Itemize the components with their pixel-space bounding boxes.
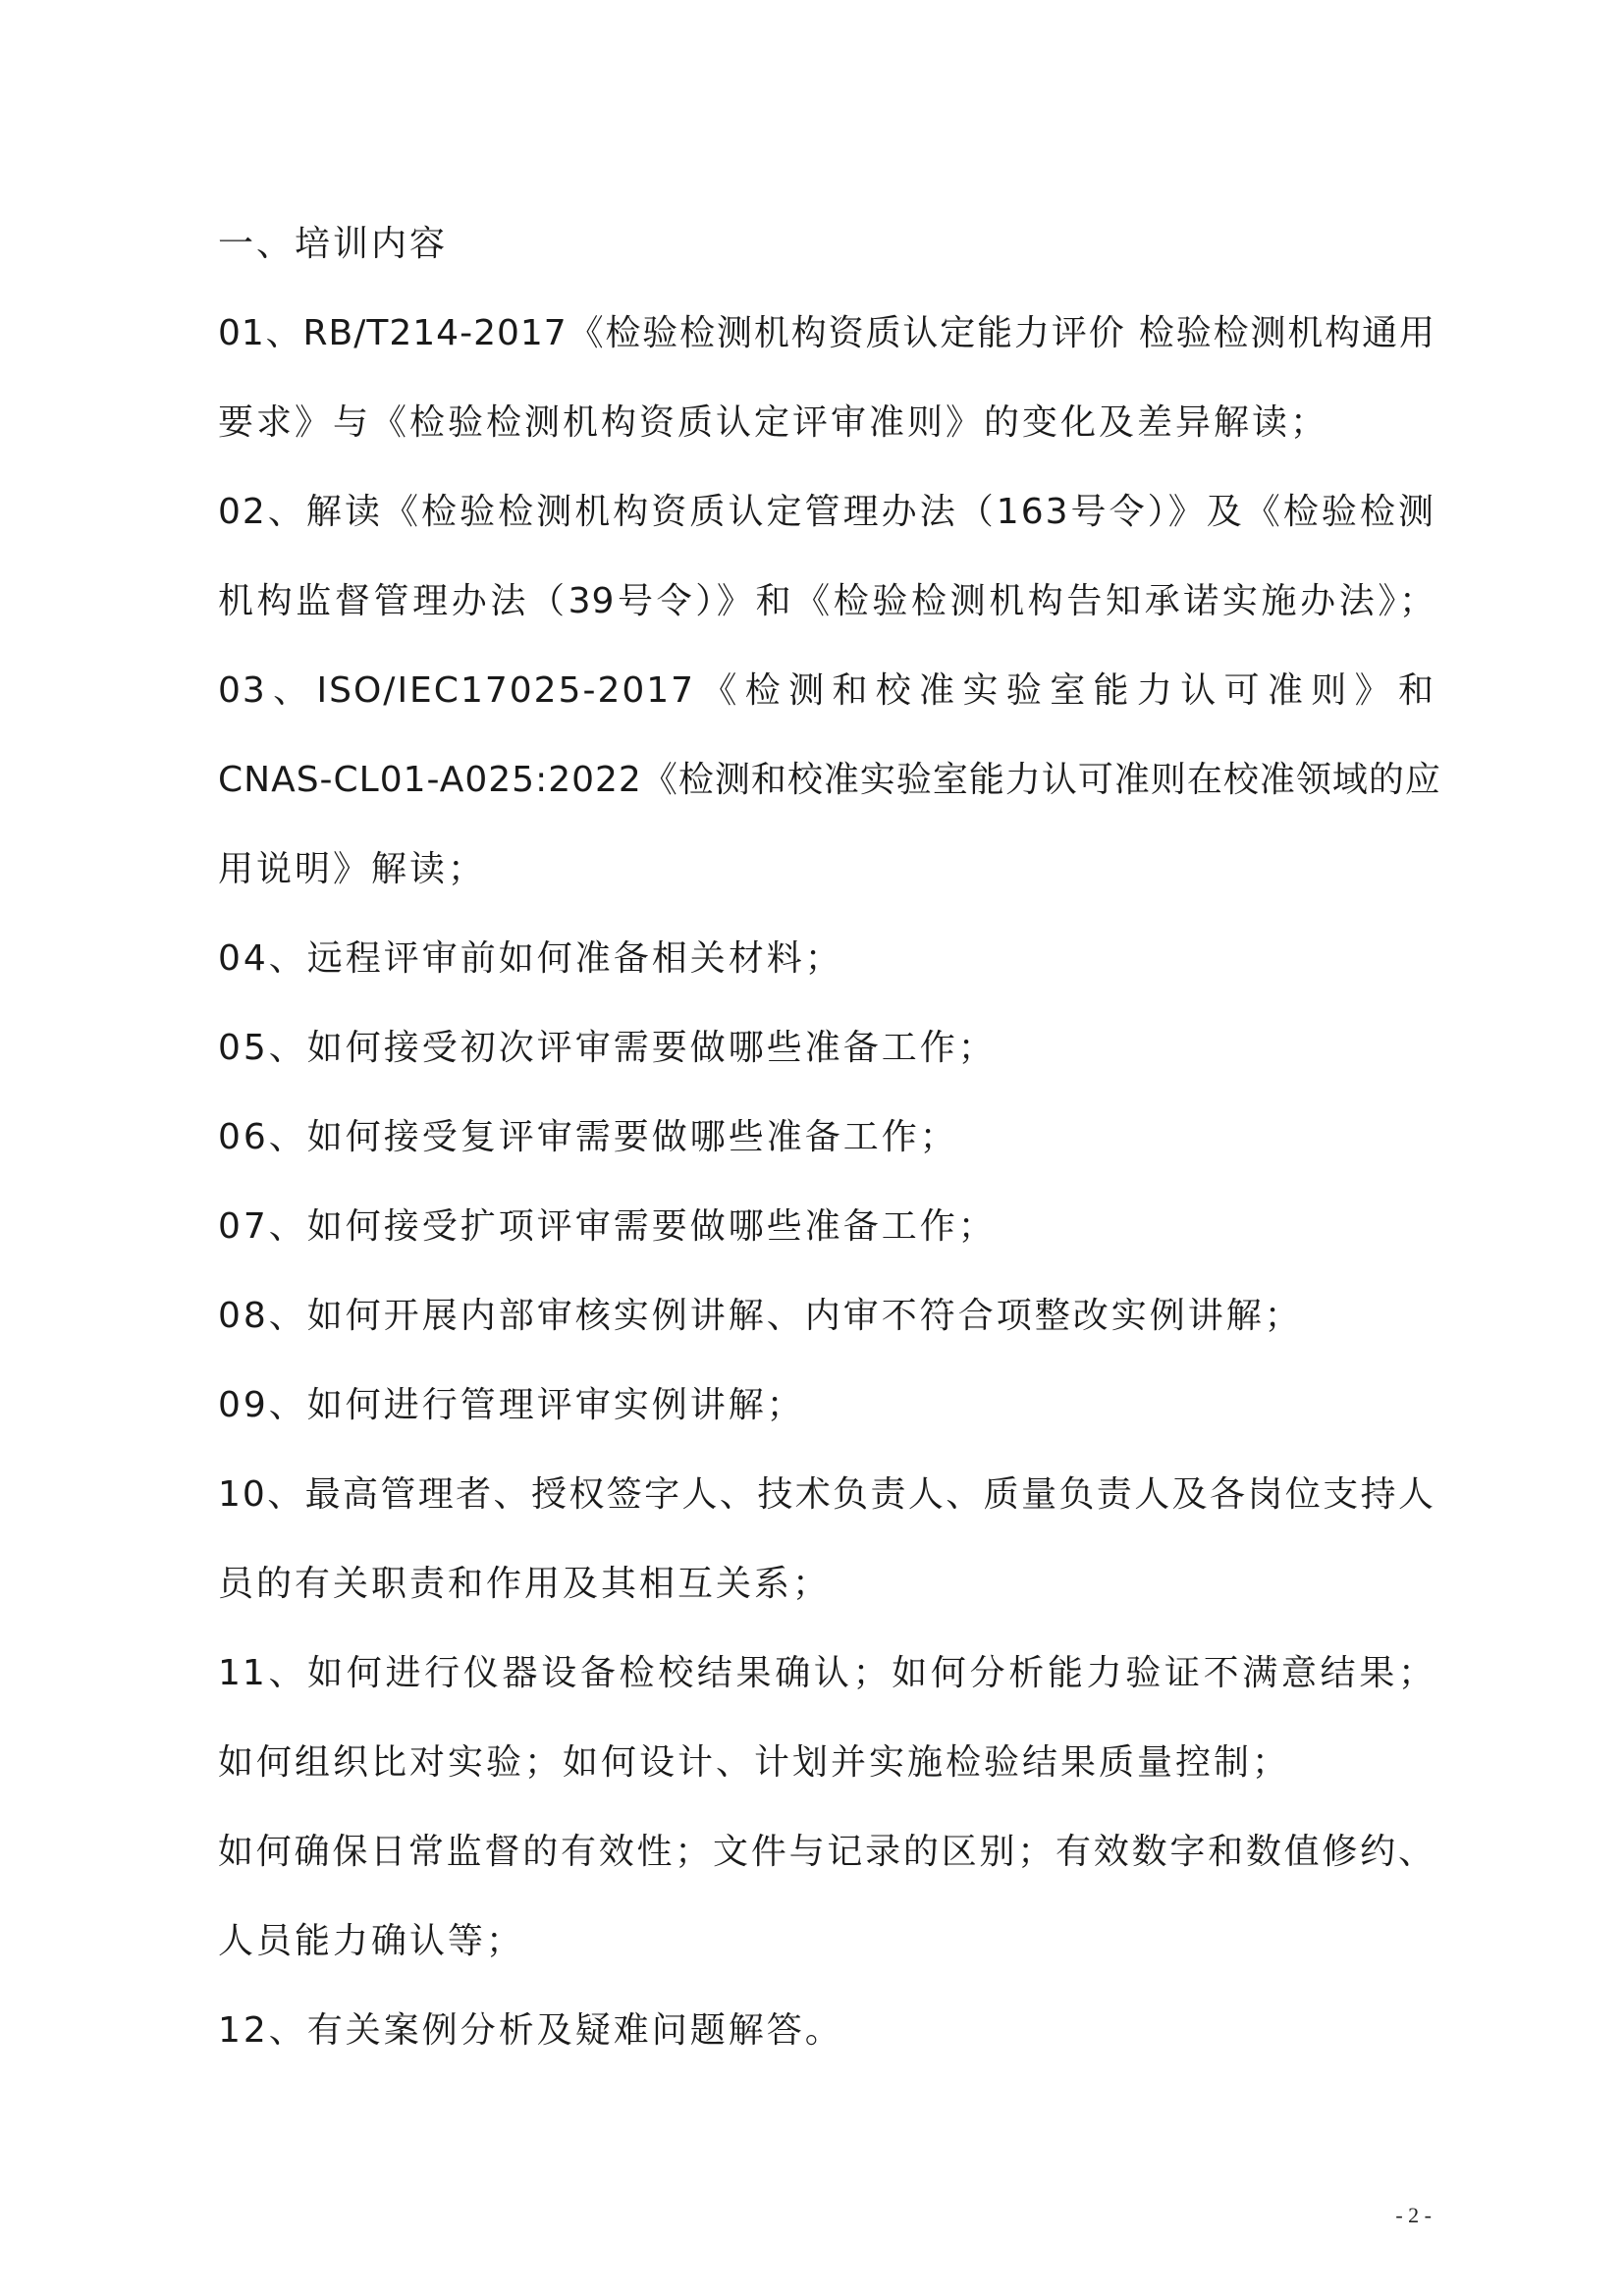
item-03-line-3: 用说明》解读； [218,849,487,889]
section-heading: 一、培训内容 [218,224,449,264]
document-body [218,208,1441,2084]
item-03-line-2: CNAS-CL01-A025:2022《检测和校准实验室能力认可准则在校准领域的应 [218,760,1441,800]
item-03-line-1: 03、ISO/IEC17025-2017《检测和校准实验室能力认可准则》和 [218,670,1435,711]
item-08: 08、如何开展内部审核实例讲解、内审不符合项整改实例讲解； [218,1296,1303,1336]
item-06: 06、如何接受复评审需要做哪些准备工作； [218,1117,958,1157]
item-05: 05、如何接受初次评审需要做哪些准备工作； [218,1028,997,1068]
item-11-line-3: 如何确保日常监督的有效性；文件与记录的区别；有效数字和数值修约、 [218,1832,1435,1872]
item-11-line-2: 如何组织比对实验；如何设计、计划并实施检验结果质量控制； [218,1742,1291,1783]
item-10-line-2: 员的有关职责和作用及其相互关系； [218,1564,832,1604]
item-12: 12、有关案例分析及疑难问题解答。 [218,2010,843,2051]
item-02-line-2: 机构监督管理办法（39号令）》和《检验检测机构告知承诺实施办法》； [218,581,1435,621]
item-01-line-2: 要求》与《检验检测机构资质认定评审准则》的变化及差异解读； [218,402,1329,443]
item-02-line-1: 02、解读《检验检测机构资质认定管理办法（163号令）》及《检验检测 [218,492,1435,532]
item-10-line-1: 10、最高管理者、授权签字人、技术负责人、质量负责人及各岗位支持人 [218,1474,1435,1515]
item-11-line-1: 11、如何进行仪器设备检校结果确认；如何分析能力验证不满意结果； [218,1653,1435,1693]
item-07: 07、如何接受扩项评审需要做哪些准备工作； [218,1206,997,1247]
item-01-line-1: 01、RB/T214-2017《检验检测机构资质认定能力评价 检验检测机构通用 [218,313,1435,353]
item-09: 09、如何进行管理评审实例讲解； [218,1385,805,1425]
item-04: 04、远程评审前如何准备相关材料； [218,938,843,979]
page-number: - 2 - [1395,2203,1432,2227]
item-11-line-4: 人员能力确认等； [218,1921,525,1961]
